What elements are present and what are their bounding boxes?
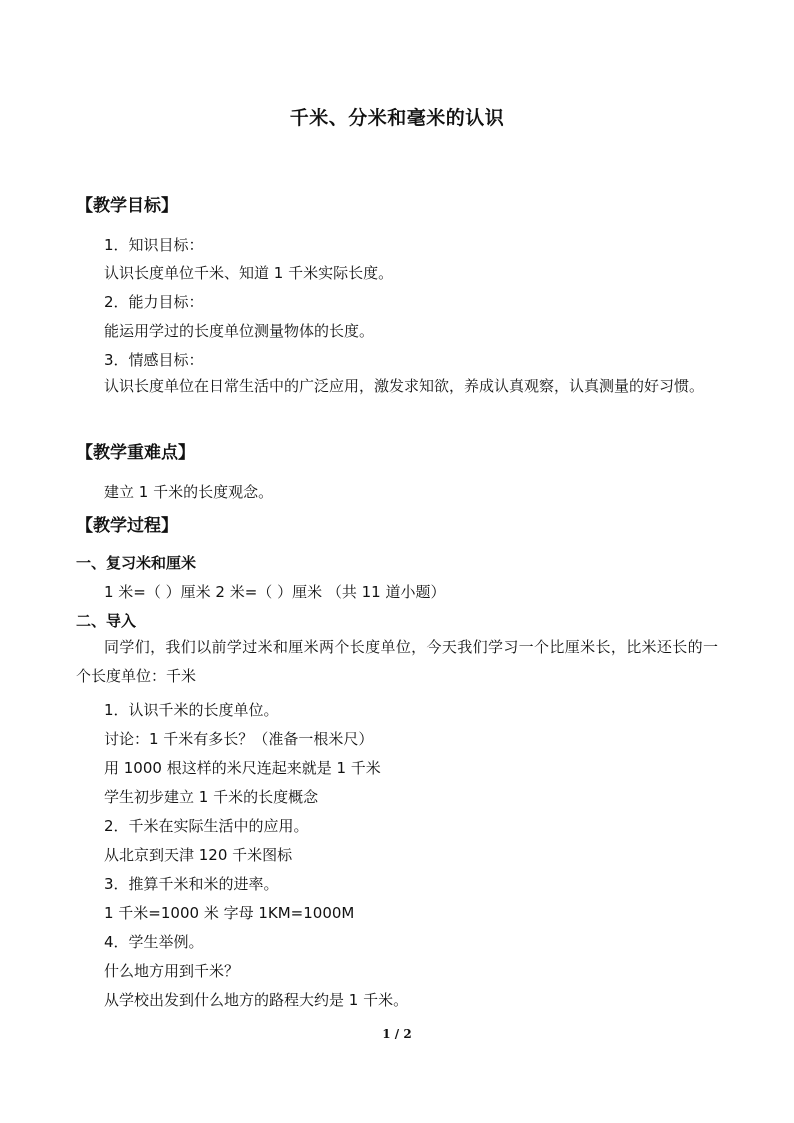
intro-line: 学生初步建立 1 千米的长度概念 [104,788,319,806]
section-heading-key-points: 【教学重难点】 [76,443,195,463]
page-number: 1 / 2 [382,1027,412,1041]
intro-line: 2．千米在实际生活中的应用。 [104,817,309,835]
goal-3-text: 认识长度单位在日常生活中的广泛应用，激发求知欲，养成认真观察，认真测量的好习惯。 [104,377,705,395]
intro-line: 用 1000 根这样的米尺连起来就是 1 千米 [104,759,381,777]
review-heading: 一、复习米和厘米 [76,554,197,572]
document-title: 千米、分米和毫米的认识 [289,107,505,129]
intro-line: 1 千米=1000 米 字母 1KM=1000M [104,904,355,922]
intro-line: 从学校出发到什么地方的路程大约是 1 千米。 [104,991,409,1009]
goal-3-label: 3．情感目标： [104,351,204,369]
section-heading-goals: 【教学目标】 [76,196,178,216]
intro-line: 从北京到天津 120 千米图标 [104,846,293,864]
intro-line: 3．推算千米和米的进率。 [104,875,279,893]
goal-1-text: 认识长度单位千米、知道 1 千米实际长度。 [104,264,394,282]
intro-line: 讨论：1 千米有多长？（准备一根米尺） [104,730,374,748]
review-text: 1 米=（ ）厘米 2 米=（ ）厘米 （共 11 道小题） [104,583,446,601]
intro-line: 什么地方用到千米？ [104,962,240,980]
intro-line: 4．学生举例。 [104,933,204,951]
goal-2-label: 2．能力目标： [104,293,204,311]
intro-paragraph: 同学们，我们以前学过米和厘米两个长度单位，今天我们学习一个比厘米长，比米还长的一个长度单位：千米 [76,638,718,685]
intro-line: 1．认识千米的长度单位。 [104,701,279,719]
goal-2-text: 能运用学过的长度单位测量物体的长度。 [104,322,375,340]
key-points-text: 建立 1 千米的长度观念。 [104,483,274,501]
goal-1-label: 1．知识目标： [104,236,204,254]
section-heading-process: 【教学过程】 [76,516,178,536]
intro-heading: 二、导入 [76,612,137,630]
